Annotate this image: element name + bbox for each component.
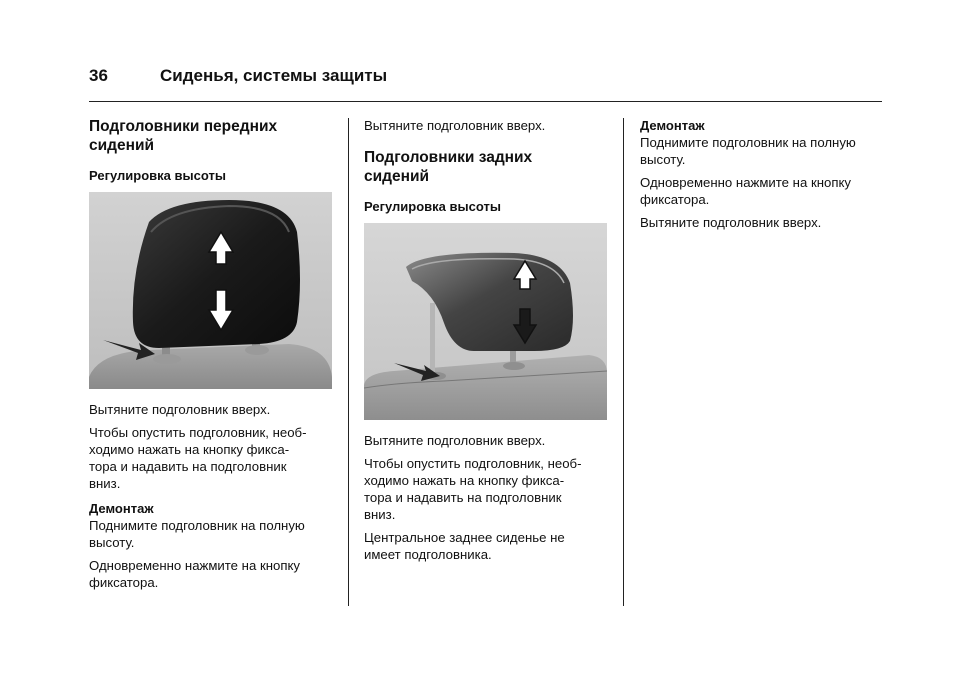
chapter-title: Сиденья, системы защиты [160, 66, 388, 85]
column-rear-headrests [364, 117, 619, 569]
column-front-headrests [89, 117, 339, 597]
text-lower-instructions: Чтобы опустить подголовник, необ- ходимо нажать на кнопку фикса- тора и надавить на подголовник вниз. [89, 425, 307, 491]
column-divider [623, 118, 624, 606]
text-center-seat-note: Центральное заднее сиденье не имеет подголовника. [364, 530, 565, 562]
section-title-front: Подголовники передних сидений [89, 118, 278, 154]
subsection-height-adjust: Регулировка высоты [89, 168, 226, 183]
header-rule [89, 101, 882, 102]
subsection-removal: Демонтаж [89, 501, 154, 516]
text-raise-full: Поднимите подголовник на полную высоту. [89, 518, 305, 550]
text-pull-up-rear: Вытяните подголовник вверх. [364, 433, 546, 448]
text-press-button-rear: Одновременно нажмите на кнопку фиксатора. [640, 175, 851, 207]
rear-headrest-illustration [364, 223, 607, 420]
column-divider [348, 118, 349, 606]
page-header [89, 66, 882, 102]
text-press-button: Одновременно нажмите на кнопку фиксатора. [89, 558, 300, 590]
page-number: 36 [89, 66, 108, 85]
text-lower-instructions-rear: Чтобы опустить подголовник, необ- ходимо нажать на кнопку фикса- тора и надавить на подголовник вниз. [364, 456, 582, 522]
text-pull-up-final: Вытяните подголовник вверх. [640, 215, 822, 230]
column-rear-removal [640, 117, 890, 237]
text-raise-full-rear: Поднимите подголовник на полную высоту. [640, 135, 856, 167]
text-pull-up: Вытяните подголовник вверх. [89, 402, 271, 417]
text-pull-up-continued: Вытяните подголовник вверх. [364, 118, 546, 133]
subsection-height-adjust-rear: Регулировка высоты [364, 199, 501, 214]
section-title-rear: Подголовники задних сидений [364, 149, 533, 185]
front-headrest-illustration [89, 192, 332, 389]
subsection-removal-rear: Демонтаж [640, 118, 705, 133]
